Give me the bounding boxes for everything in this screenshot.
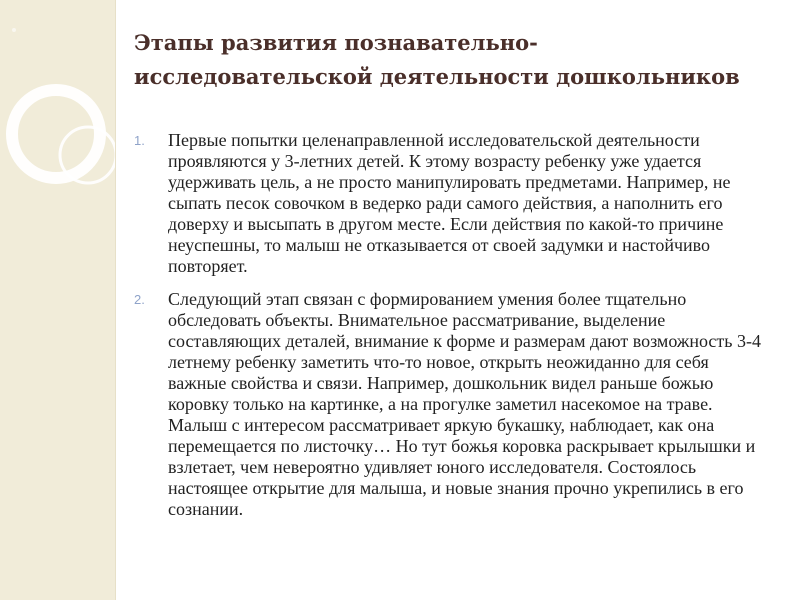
decorative-ring-small — [60, 127, 115, 183]
list-number-2: 2. — [134, 292, 145, 307]
slide-content — [134, 130, 770, 532]
list-text-2: Следующий этап связан с формированием умения более тщательно обследовать объекты. Внимательное рассматривание, выделение составляющих деталей, внимание к форме и размерам дают возможность 3-4 летнему ребенку заметить что-то новое, открыть неожиданно для себя важные свойства и связи. Например, дошкольник видел раньше божью коровку только на картинке, а на прогулке заметил насекомое на траве. Малыш с интересом рассматривает яркую букашку, наблюдает, как она перемещается по листочку… Но тут божья коровка раскрывает крылышки и взлетает, чем невероятно удивляет юного исследователя. Состоялось настоящее открытие для малыша, и новые знания прочно укрепились в его сознании. — [168, 289, 761, 519]
list-number-1: 1. — [134, 133, 145, 148]
decorative-dot — [12, 28, 16, 32]
decorative-ring-large — [12, 90, 100, 178]
decorative-side-band — [0, 0, 116, 600]
list-item-2 — [134, 289, 770, 520]
slide-title: Этапы развития познавательно-исследовательской деятельности дошкольников — [134, 30, 740, 89]
list-text-1: Первые попытки целенаправленной исследовательской деятельности проявляются у 3-летних детей. К этому возрасту ребенку уже удается удерживать цель, а не просто манипулировать предметами. Например, не сыпать песок совочком в ведерко ради самого действия, а наполнить его доверху и высыпать в другом месте. Если действия по какой-то причине неуспешны, то малыш не отказывается от своей задумки и настойчиво повторяет. — [168, 130, 731, 276]
list-item-1 — [134, 130, 770, 277]
decorative-circles — [0, 0, 115, 600]
